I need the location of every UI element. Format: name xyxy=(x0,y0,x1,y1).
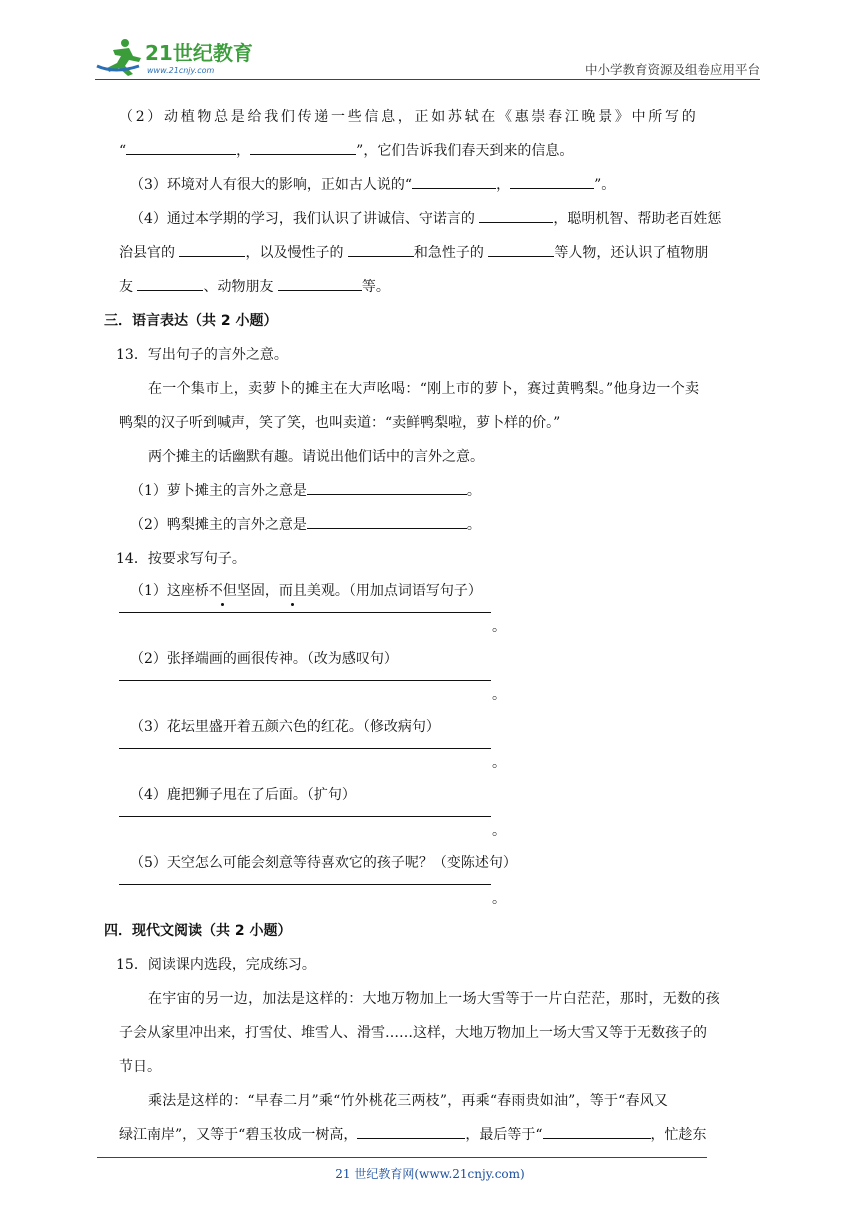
q14-sub3: （3）花坛里盛开着五颜六色的红花。（修改病句） xyxy=(130,719,440,735)
q12-item2-line1: （2）动植物总是给我们传递一些信息，正如苏轼在《惠崇春江晚景》中所写的 xyxy=(119,109,699,125)
q12-item4-line1: （4）通过本学期的学习，我们认识了讲诚信、守诺言的 ，聪明机智、帮助老百姓惩 xyxy=(130,208,721,228)
answer-blank[interactable] xyxy=(479,208,553,223)
q14-sub5: （5）天空怎么可能会刻意等待喜欢它的孩子呢？（变陈述句） xyxy=(130,855,517,871)
answer-line-end: 。 xyxy=(492,823,506,839)
answer-line[interactable] xyxy=(119,816,491,817)
q12-item3: （3）环境对人有很大的影响，正如古人说的“ ， ”。 xyxy=(130,174,615,194)
answer-line[interactable] xyxy=(119,748,491,749)
q13-sub2: （2）鸭梨摊主的言外之意是 。 xyxy=(130,514,481,534)
q13-stem: 13．写出句子的言外之意。 xyxy=(116,347,288,363)
answer-line[interactable] xyxy=(119,612,491,613)
answer-line-end: 。 xyxy=(492,687,506,703)
answer-blank[interactable] xyxy=(510,174,594,189)
q13-passage-line1: 在一个集市上，卖萝卜的摊主在大声吆喝：“刚上市的萝卜，赛过黄鸭梨。”他身边一个卖 xyxy=(148,381,700,397)
answer-blank[interactable] xyxy=(137,276,203,291)
section-4-title: 四．现代文阅读（共 2 小题） xyxy=(104,923,292,939)
answer-blank[interactable] xyxy=(307,480,467,495)
answer-line[interactable] xyxy=(119,884,491,885)
q12-item4-line3: 友 、动物朋友 等。 xyxy=(119,276,390,296)
answer-blank[interactable] xyxy=(179,242,245,257)
answer-blank[interactable] xyxy=(307,514,467,529)
q15-passage-line3: 节日。 xyxy=(119,1059,161,1075)
answer-blank[interactable] xyxy=(348,242,414,257)
answer-line-end: 。 xyxy=(492,619,506,635)
answer-line[interactable] xyxy=(119,680,491,681)
q15-passage-line1: 在宇宙的另一边，加法是这样的：大地万物加上一场大雪等于一片白茫茫，那时，无数的孩 xyxy=(148,991,720,1007)
answer-blank[interactable] xyxy=(250,140,356,155)
svg-text:21世纪教育: 21世纪教育 xyxy=(145,41,253,65)
q15-stem: 15．阅读课内选段，完成练习。 xyxy=(116,957,316,973)
header-platform-text: 中小学教育资源及组卷应用平台 xyxy=(584,62,760,77)
q13-passage-line2: 鸭梨的汉子听到喊声，笑了笑，也叫卖道：“卖鲜鸭梨啦，萝卜样的价。” xyxy=(119,415,561,431)
dotted-word: 而且 xyxy=(279,580,307,600)
q13-prompt: 两个摊主的话幽默有趣。请说出他们话中的言外之意。 xyxy=(148,449,484,465)
page-header xyxy=(95,30,760,80)
answer-line-end: 。 xyxy=(492,755,506,771)
q14-sub4: （4）鹿把狮子甩在了后面。（扩句） xyxy=(130,787,356,803)
site-logo xyxy=(95,36,265,76)
dotted-word: 不但 xyxy=(209,580,237,600)
answer-blank[interactable] xyxy=(543,1124,651,1139)
q15-passage-line5: 绿江南岸”，又等于“碧玉妆成一树高， ，最后等于“ ，忙趁东 xyxy=(119,1124,707,1144)
header-divider xyxy=(95,79,760,80)
q13-sub1: （1）萝卜摊主的言外之意是 。 xyxy=(130,480,481,500)
q14-stem: 14．按要求写句子。 xyxy=(116,551,246,567)
answer-blank[interactable] xyxy=(278,276,362,291)
answer-blank[interactable] xyxy=(126,140,236,155)
runner-icon xyxy=(97,39,141,76)
section-3-title: 三．语言表达（共 2 小题） xyxy=(104,313,278,329)
q12-item4-line2: 治县官的 ，以及慢性子的 和急性子的 等人物，还认识了植物朋 xyxy=(119,242,708,262)
q14-sub2: （2）张择端画的画很传神。（改为感叹句） xyxy=(130,651,398,667)
q12-item2-line2: “ ， ”，它们告诉我们春天到来的信息。 xyxy=(119,140,573,160)
answer-blank[interactable] xyxy=(357,1124,465,1139)
q14-sub1: （1）这座桥不但坚固，而且美观。（用加点词语写句子） xyxy=(130,580,482,600)
q15-passage-line4: 乘法是这样的：“早春二月”乘“竹外桃花三两枝”，再乘“春雨贵如油”，等于“春风又 xyxy=(148,1093,669,1109)
svg-text:www.21cnjy.com: www.21cnjy.com xyxy=(147,66,215,75)
answer-blank[interactable] xyxy=(488,242,554,257)
footer-divider xyxy=(97,1157,707,1158)
q15-passage-line2: 子会从家里冲出来，打雪仗、堆雪人、滑雪……这样，大地万物加上一场大雪又等于无数孩子的 xyxy=(119,1025,707,1041)
page-footer[interactable]: 21 世纪教育网(www.21cnjy.com) xyxy=(335,1167,525,1181)
answer-line-end: 。 xyxy=(492,891,506,907)
answer-blank[interactable] xyxy=(412,174,496,189)
